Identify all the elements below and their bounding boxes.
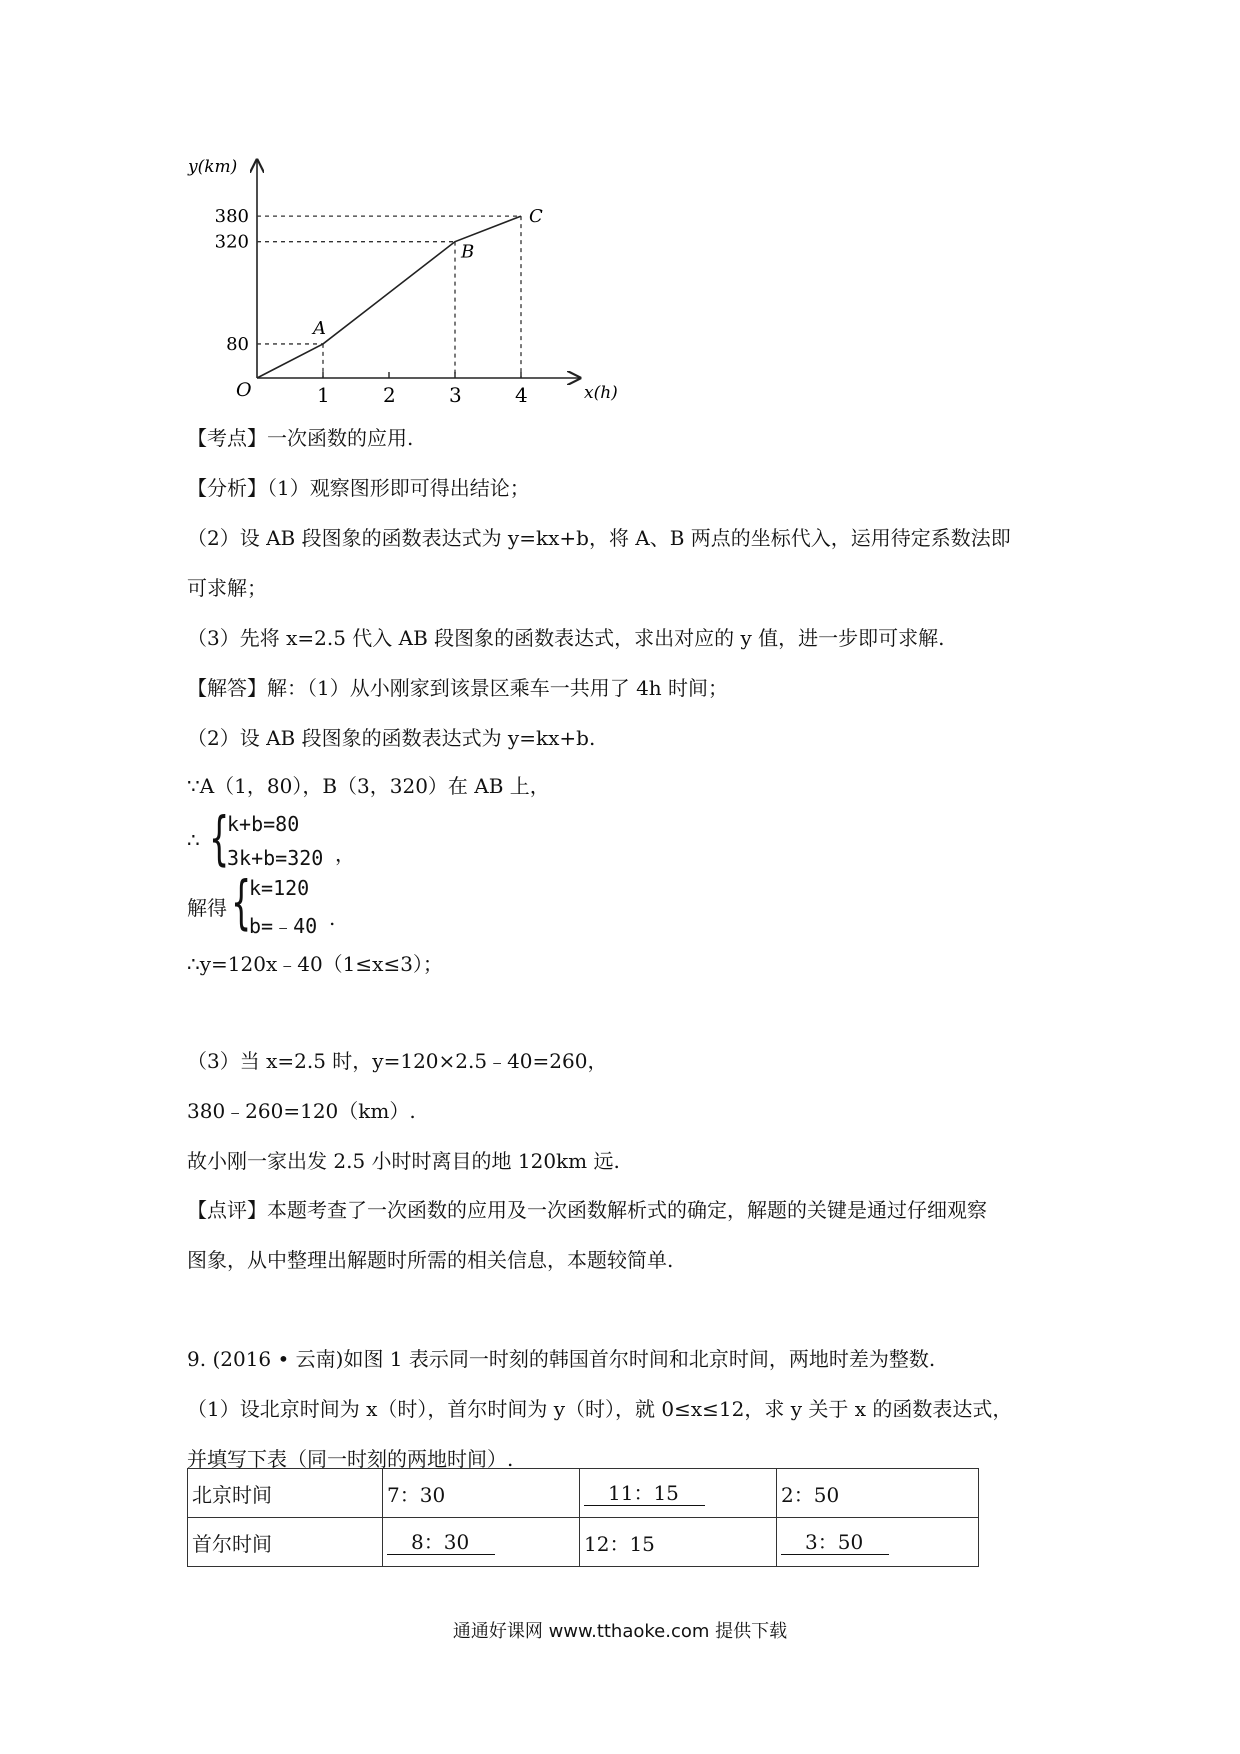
fenxi-line-3: （3）先将 x=2.5 代入 AB 段图象的函数表达式，求出对应的 y 值，进一步即可求解. (187, 626, 945, 650)
fenxi-line-2a: （2）设 AB 段图象的函数表达式为 y=kx+b，将 A、B 两点的坐标代入，运用待定系数法即 (187, 526, 1011, 550)
table-cell: 12：15 (580, 1518, 777, 1567)
part3-line-2: 380﹣260=120（km）. (187, 1099, 416, 1123)
equation-line: 3k+b=320 (227, 846, 324, 870)
equation-end: ， (335, 842, 355, 866)
therefore-line: ∴y=120x﹣40（1≤x≤3）； (187, 952, 443, 976)
table-cell (580, 1469, 777, 1518)
table-cell (777, 1518, 979, 1567)
part3-line-3: 故小刚一家出发 2.5 小时时离目的地 120km 远. (187, 1149, 620, 1173)
filled-answer: 8：30 (387, 1530, 495, 1555)
kaodian-line: 【考点】一次函数的应用. (187, 426, 414, 450)
graph-svg (180, 150, 630, 415)
therefore-symbol: ∴ (187, 828, 200, 852)
x-tick-label: 4 (515, 383, 528, 407)
x-axis-label: x(h) (584, 383, 618, 403)
table-row (188, 1518, 979, 1567)
x-tick-label: 3 (449, 383, 462, 407)
table-cell: 2：50 (777, 1469, 979, 1518)
point-label: B (461, 241, 475, 263)
problem9-line-1: 9. (2016 • 云南)如图 1 表示同一时刻的韩国首尔时间和北京时间，两地时差为整数. (187, 1347, 936, 1371)
equation-line: b=﹣40 (249, 914, 318, 938)
equation-end: . (329, 906, 336, 930)
problem9-line-2: （1）设北京时间为 x（时），首尔时间为 y（时），就 0≤x≤12，求 y 关于 x 的函数表达式， (187, 1397, 1013, 1421)
series-line (257, 216, 521, 378)
distance-time-graph (180, 150, 630, 415)
y-axis-label: y(km) (188, 157, 238, 177)
row-label: 北京时间 (188, 1469, 383, 1518)
brace-icon: { (231, 868, 252, 936)
y-tick-label: 80 (226, 333, 249, 355)
point-label: C (529, 206, 543, 228)
table-cell: 7：30 (383, 1469, 580, 1518)
footer-text: 通通好课网 www.tthaoke.com 提供下载 (452, 1621, 788, 1642)
dianping-line-2: 图象，从中整理出解题时所需的相关信息，本题较简单. (187, 1248, 674, 1272)
because-line: ∵A（1，80），B（3，320）在 AB 上， (187, 774, 550, 798)
table-cell (383, 1518, 580, 1567)
part3-line-1: （3）当 x=2.5 时，y=120×2.5﹣40=260， (187, 1049, 608, 1073)
table-row (188, 1469, 979, 1518)
jieda-line-1: 【解答】解：（1）从小刚家到该景区乘车一共用了 4h 时间； (187, 676, 729, 700)
jieda-line-2: （2）设 AB 段图象的函数表达式为 y=kx+b. (187, 726, 596, 750)
fenxi-line-2b: 可求解； (187, 576, 267, 600)
x-tick-label: 2 (383, 383, 396, 407)
equation-line: k=120 (249, 876, 310, 900)
filled-answer: 11：15 (584, 1481, 705, 1506)
x-tick-label: 1 (317, 383, 330, 407)
dianping-line-1: 【点评】本题考查了一次函数的应用及一次函数解析式的确定，解题的关键是通过仔细观察 (187, 1198, 987, 1222)
y-tick-label: 380 (214, 206, 249, 228)
origin-label: O (236, 379, 252, 401)
equation-line: k+b=80 (227, 812, 300, 836)
fenxi-line-1: 【分析】（1）观察图形即可得出结论； (187, 476, 530, 500)
point-label: A (313, 317, 326, 339)
brace-icon: { (209, 804, 230, 872)
row-label: 首尔时间 (188, 1518, 383, 1567)
problem9-line-3: 并填写下表（同一时刻的两地时间）. (187, 1447, 514, 1471)
time-table (187, 1468, 979, 1567)
filled-answer: 3：50 (781, 1530, 889, 1555)
y-tick-label: 320 (214, 231, 249, 253)
solve-label: 解得 (187, 896, 227, 920)
